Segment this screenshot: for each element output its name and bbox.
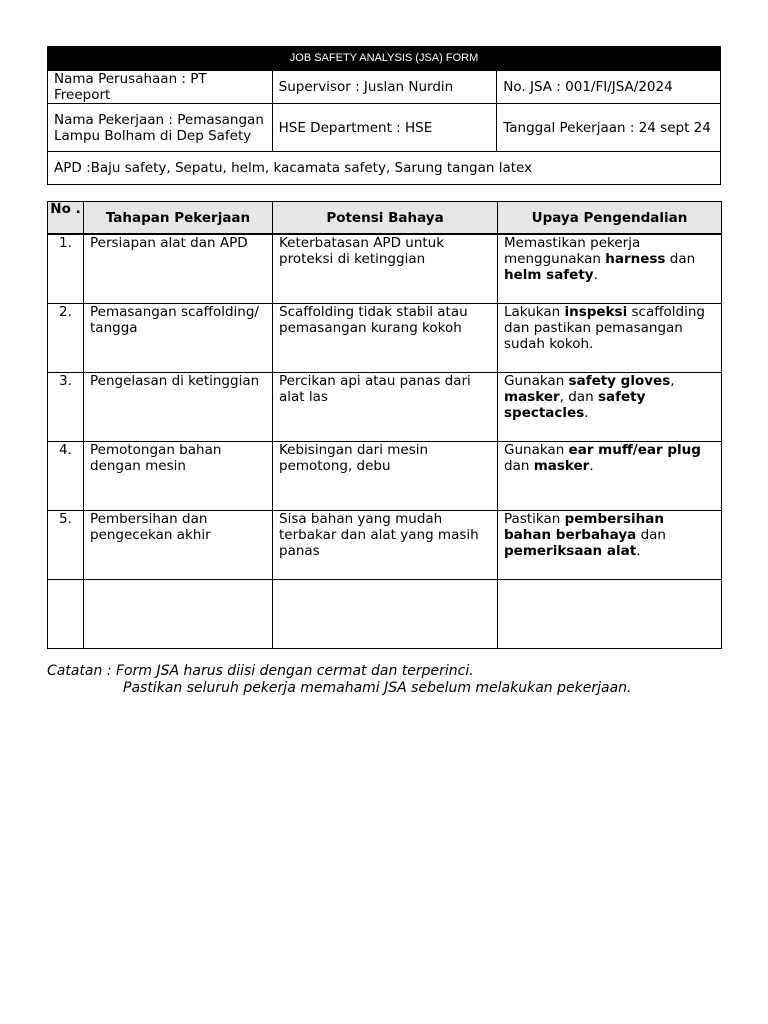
control-text: safety spectacles [504, 389, 646, 421]
row-number [48, 580, 84, 649]
job-date: Tanggal Pekerjaan : 24 sept 24 [497, 104, 721, 152]
control-text: masker [504, 389, 560, 405]
apd-list: APD :Baju safety, Sepatu, helm, kacamata safety, Sarung tangan latex [48, 152, 721, 185]
company-name: Nama Perusahaan : PT Freeport [48, 71, 273, 104]
control-text: Lakukan [504, 304, 565, 320]
control-text: pemeriksaan alat [504, 543, 637, 559]
row-step: Pemasangan scaffolding/ tangga [84, 304, 273, 373]
row-step: Pengelasan di ketinggian [84, 373, 273, 442]
control-text: , [670, 373, 675, 389]
row-hazard: Scaffolding tidak stabil atau pemasangan kurang kokoh [273, 304, 498, 373]
table-row [48, 373, 722, 442]
row-hazard [273, 580, 498, 649]
control-text: pembersihan bahan berbahaya [504, 511, 664, 543]
job-info-table [47, 70, 721, 185]
note [47, 663, 747, 697]
row-step: Pembersihan dan pengecekan akhir [84, 511, 273, 580]
table-row [48, 511, 722, 580]
control-text: Gunakan [504, 373, 569, 389]
row-hazard: Sisa bahan yang mudah terbakar dan alat yang masih panas [273, 511, 498, 580]
row-control [498, 580, 722, 649]
control-text: dan [504, 458, 534, 474]
row-hazard: Keterbatasan APD untuk proteksi di ketinggian [273, 234, 498, 304]
jsa-number: No. JSA : 001/FI/JSA/2024 [497, 71, 721, 104]
control-text: . [593, 267, 598, 283]
control-text: dan [636, 527, 666, 543]
row-control [498, 234, 722, 304]
control-text: ear muff/ear plug [568, 442, 701, 458]
row-hazard: Percikan api atau panas dari alat las [273, 373, 498, 442]
control-text: inspeksi [564, 304, 628, 320]
control-text: . [636, 543, 641, 559]
row-number: 2. [48, 304, 84, 373]
row-control [498, 511, 722, 580]
row-step: Pemotongan bahan dengan mesin [84, 442, 273, 511]
row-number: 4. [48, 442, 84, 511]
control-text: harness [605, 251, 666, 267]
supervisor-name: Supervisor : Juslan Nurdin [272, 71, 497, 104]
jsa-steps-table [47, 201, 722, 649]
header-control: Upaya Pengendalian [498, 202, 722, 235]
control-text: masker [533, 458, 590, 474]
row-number: 1. [48, 234, 84, 304]
row-number: 3. [48, 373, 84, 442]
note-line-1: Catatan : Form JSA harus diisi dengan cermat dan terperinci. [47, 663, 474, 679]
control-text: Gunakan [504, 442, 569, 458]
job-name: Nama Pekerjaan : Pemasangan Lampu Bolham di Dep Safety [48, 104, 273, 152]
control-text: , dan [559, 389, 598, 405]
header-no: No . [48, 202, 84, 235]
control-text: . [589, 458, 594, 474]
control-text: scaffolding dan pastikan pemasangan sudah kokoh. [504, 304, 705, 352]
row-step: Persiapan alat dan APD [84, 234, 273, 304]
control-text: safety gloves [568, 373, 671, 389]
table-row [48, 304, 722, 373]
row-hazard: Kebisingan dari mesin pemotong, debu [273, 442, 498, 511]
control-text: Pastikan [504, 511, 565, 527]
header-step: Tahapan Pekerjaan [84, 202, 273, 235]
row-step [84, 580, 273, 649]
table-row [48, 234, 722, 304]
row-number: 5. [48, 511, 84, 580]
row-control [498, 373, 722, 442]
department: HSE Department : HSE [272, 104, 497, 152]
header-hazard: Potensi Bahaya [273, 202, 498, 235]
control-text: helm safety [504, 267, 594, 283]
control-text: dan [665, 251, 696, 267]
note-line-2: Pastikan seluruh pekerja memahami JSA sebelum melakukan pekerjaan. [123, 680, 632, 696]
row-control [498, 304, 722, 373]
form-title: JOB SAFETY ANALYSIS (JSA) FORM [47, 46, 721, 70]
control-text: Memastikan pekerja menggunakan [504, 235, 641, 267]
table-row [48, 580, 722, 649]
table-row [48, 442, 722, 511]
control-text: . [584, 405, 589, 421]
row-control [498, 442, 722, 511]
